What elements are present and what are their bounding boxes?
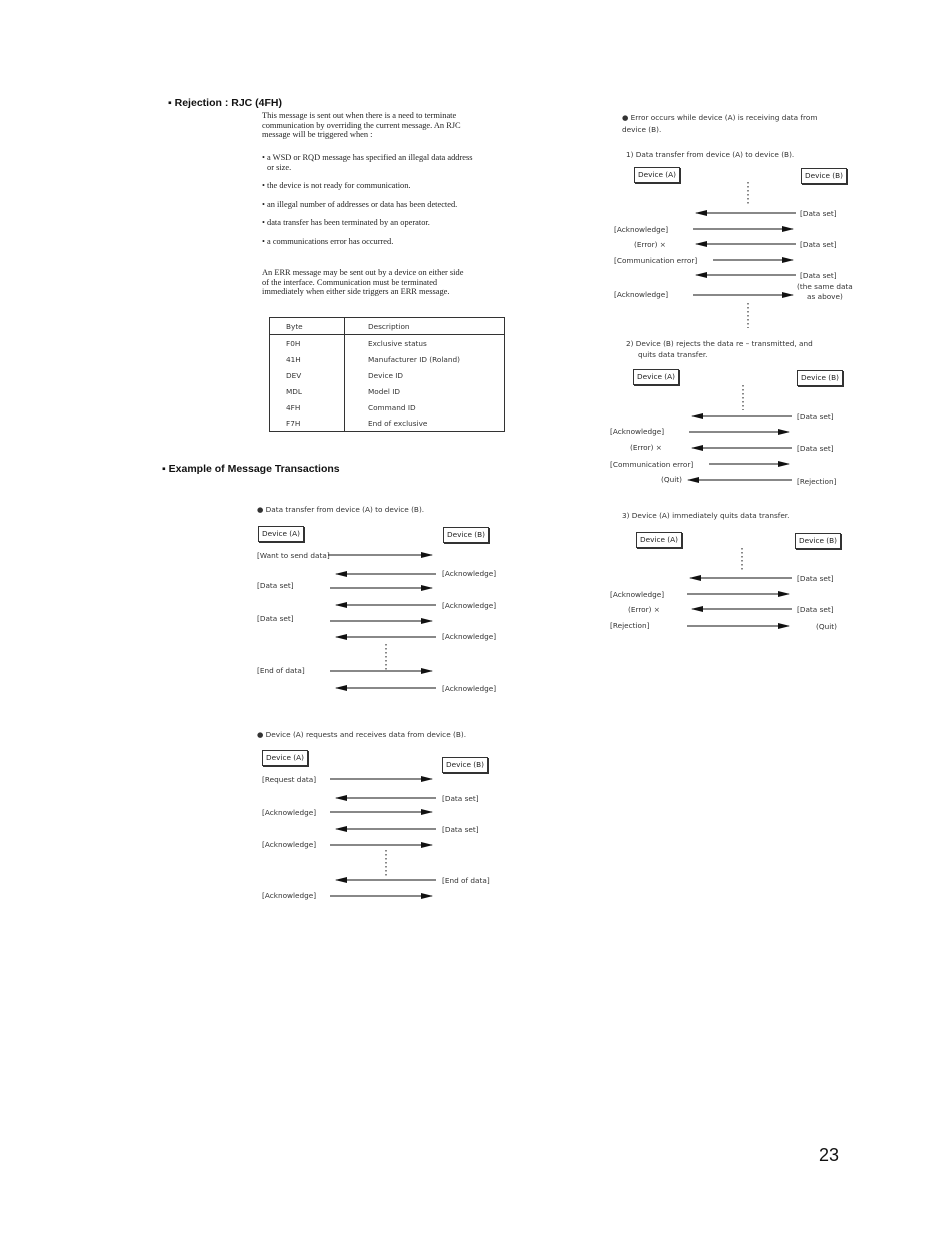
label-quit: (Quit) xyxy=(661,475,682,484)
device-a-box: Device (A) xyxy=(633,369,679,385)
label-acknowledge: [Acknowledge] xyxy=(442,569,497,578)
examples-heading: ▪ Example of Message Transactions xyxy=(162,463,340,475)
label-as-above: as above) xyxy=(807,292,843,301)
label-end-of-data: [End of data] xyxy=(257,666,305,675)
label-request-data: [Request data] xyxy=(262,775,317,784)
example1-caption: ● Data transfer from device (A) to device (B). xyxy=(257,505,425,514)
label-same-data: (the same data xyxy=(797,282,853,291)
table-cell-description: Device ID xyxy=(345,367,505,383)
device-b-box: Device (B) xyxy=(795,533,841,549)
list-item: • data transfer has been terminated by an operator. xyxy=(262,218,430,228)
page-number: 23 xyxy=(819,1145,840,1165)
label-data-set: [Data set] xyxy=(800,271,837,280)
label-error: (Error) × xyxy=(634,240,666,249)
error-caption-line: ● Error occurs while device (A) is receiving data from xyxy=(622,113,818,122)
table-cell-byte: 41H xyxy=(270,351,345,367)
label-communication-error: [Communication error] xyxy=(610,460,694,469)
table-cell-byte: F0H xyxy=(270,335,345,352)
label-acknowledge: [Acknowledge] xyxy=(262,891,317,900)
table-cell-byte: F7H xyxy=(270,415,345,432)
label-data-set: [Data set] xyxy=(797,605,834,614)
label-error: (Error) × xyxy=(630,443,662,452)
label-quit: (Quit) xyxy=(816,622,837,631)
err-note-line: immediately when either side triggers an ERR message. xyxy=(262,287,450,297)
device-a-box: Device (A) xyxy=(258,526,304,542)
table-cell-byte: DEV xyxy=(270,367,345,383)
list-item: • an illegal number of addresses or data has been detected. xyxy=(262,199,458,209)
list-item-line: or size. xyxy=(267,162,292,172)
list-item-line: • a WSD or RQD message has specified an illegal data address xyxy=(262,153,473,162)
label-acknowledge: [Acknowledge] xyxy=(442,684,497,693)
device-b-box: Device (B) xyxy=(443,527,489,543)
label-error: (Error) × xyxy=(628,605,660,614)
label-acknowledge: [Acknowledge] xyxy=(610,427,665,436)
label-data-set: [Data set] xyxy=(797,444,834,453)
table-cell-byte: MDL xyxy=(270,383,345,399)
list-item: • a communications error has occurred. xyxy=(262,236,394,246)
label-want-to-send: [Want to send data] xyxy=(257,551,330,560)
rejection-intro-line: This message is sent out when there is a need to terminate xyxy=(262,111,457,120)
label-data-set: [Data set] xyxy=(797,412,834,421)
table-cell-description: Exclusive status xyxy=(345,335,505,352)
case2-title-line: 2) Device (B) rejects the data re – transmitted, and xyxy=(626,339,813,348)
case1-title: 1) Data transfer from device (A) to device (B). xyxy=(626,150,795,159)
device-b-box: Device (B) xyxy=(801,168,847,184)
label-acknowledge: [Acknowledge] xyxy=(614,290,669,299)
label-acknowledge: [Acknowledge] xyxy=(262,840,317,849)
err-note-line: An ERR message may be sent out by a device on either side xyxy=(262,268,464,277)
label-data-set: [Data set] xyxy=(257,614,294,623)
rejection-intro-line: message will be triggered when : xyxy=(262,130,373,140)
label-end-of-data: [End of data] xyxy=(442,876,490,885)
device-a-box: Device (A) xyxy=(634,167,680,183)
device-b-box: Device (B) xyxy=(797,370,843,386)
example2-caption: ● Device (A) requests and receives data from device (B). xyxy=(257,730,467,739)
table-cell-description: Command ID xyxy=(345,399,505,415)
table-header-description: Description xyxy=(345,318,505,335)
label-acknowledge: [Acknowledge] xyxy=(442,601,497,610)
label-data-set: [Data set] xyxy=(442,794,479,803)
table-cell-byte: 4FH xyxy=(270,399,345,415)
device-a-box: Device (A) xyxy=(262,750,308,766)
label-data-set: [Data set] xyxy=(797,574,834,583)
label-acknowledge: [Acknowledge] xyxy=(610,590,665,599)
label-communication-error: [Communication error] xyxy=(614,256,698,265)
device-a-box: Device (A) xyxy=(636,532,682,548)
rejection-intro-line: communication by overriding the current message. An RJC xyxy=(262,120,461,130)
table-cell-description: End of exclusive xyxy=(345,415,505,432)
label-acknowledge: [Acknowledge] xyxy=(442,632,497,641)
label-rejection: [Rejection] xyxy=(610,621,650,630)
table-cell-description: Manufacturer ID (Roland) xyxy=(345,351,505,367)
device-b-box: Device (B) xyxy=(442,757,488,773)
label-acknowledge: [Acknowledge] xyxy=(614,225,669,234)
label-data-set: [Data set] xyxy=(257,581,294,590)
label-acknowledge: [Acknowledge] xyxy=(262,808,317,817)
case3-title: 3) Device (A) immediately quits data transfer. xyxy=(622,511,790,520)
label-data-set: [Data set] xyxy=(800,209,837,218)
table-cell-description: Model ID xyxy=(345,383,505,399)
case2-title-line: quits data transfer. xyxy=(638,350,708,359)
rejection-heading: ▪ Rejection : RJC (4FH) xyxy=(168,97,282,109)
error-caption-line: device (B). xyxy=(622,125,662,134)
table-header-byte: Byte xyxy=(270,318,345,335)
label-data-set: [Data set] xyxy=(800,240,837,249)
err-note-line: of the interface. Communication must be terminated xyxy=(262,277,438,287)
list-item: • the device is not ready for communication. xyxy=(262,181,411,191)
label-rejection: [Rejection] xyxy=(797,477,837,486)
label-data-set: [Data set] xyxy=(442,825,479,834)
